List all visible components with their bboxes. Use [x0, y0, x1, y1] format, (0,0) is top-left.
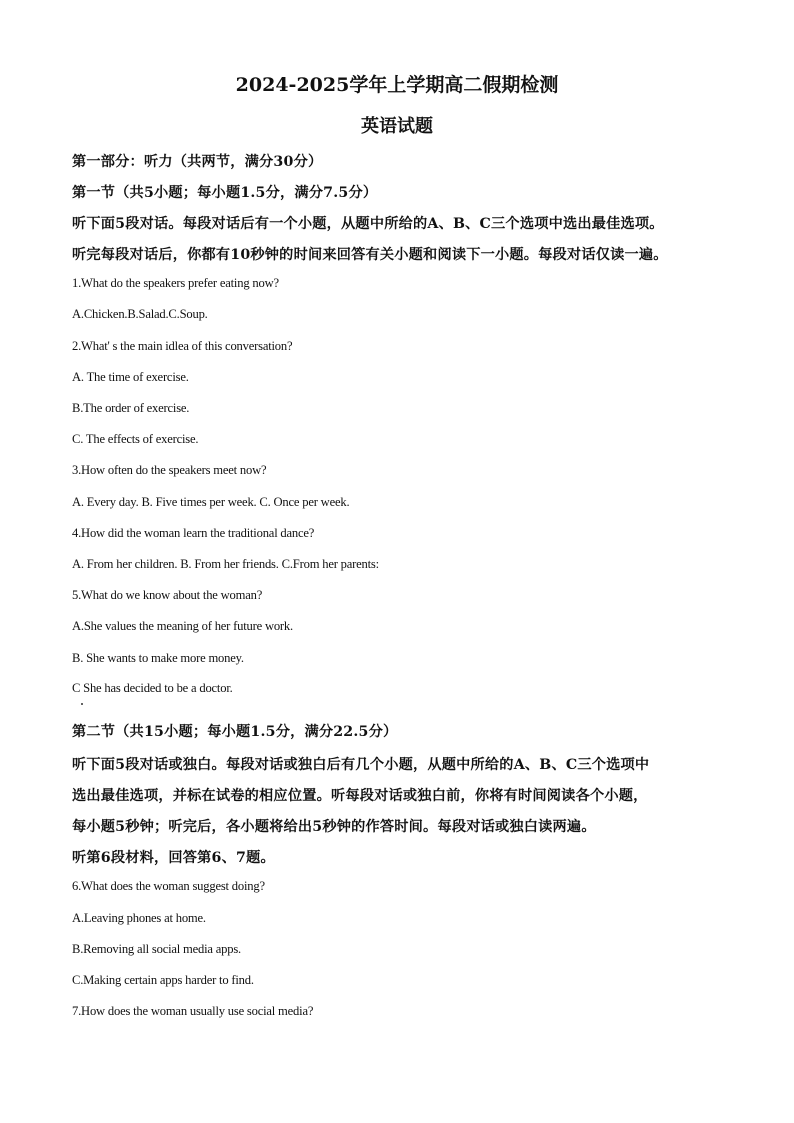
instruction-line: 听下面5段对话。每段对话后有一个小题，从题中所给的A、B、C三个选项中选出最佳选项。: [72, 216, 664, 232]
option-line: B.Removing all social media apps.: [72, 942, 241, 956]
instruction-line: 每小题5秒钟；听完后，各小题将给出5秒钟的作答时间。每段对话或独白读两遍。: [72, 819, 596, 835]
option-line: B.The order of exercise.: [72, 401, 190, 415]
option-line: C. The effects of exercise.: [72, 432, 199, 446]
question-line: 4.How did the woman learn the traditional dance?: [72, 526, 315, 540]
question-line: 1.What do the speakers prefer eating now?: [72, 276, 279, 290]
question-line: 5.What do we know about the woman?: [72, 588, 263, 602]
instruction-line: 听完每段对话后，你都有10秒钟的时间来回答有关小题和阅读下一小题。每段对话仅读一遍。: [72, 247, 668, 263]
instruction-line: 选出最佳选项，并标在试卷的相应位置。听每段对话或独白前，你将有时间阅读各个小题，: [72, 788, 648, 804]
option-line: A.Leaving phones at home.: [72, 911, 206, 925]
part-heading: 第一部分：听力（共两节，满分30分）: [72, 154, 323, 170]
option-line: A. From her children. B. From her friends. C.From her parents:: [72, 557, 379, 571]
question-line: 7.How does the woman usually use social media?: [72, 1004, 314, 1018]
page-subtitle: 英语试题: [361, 116, 433, 137]
section-heading: 第一节（共5小题；每小题1.5分，满分7.5分）: [72, 185, 378, 201]
option-line: A.Chicken.B.Salad.C.Soup.: [72, 307, 208, 321]
instruction-line: 听下面5段对话或独白。每段对话或独白后有几个小题，从题中所给的A、B、C三个选项中: [72, 757, 650, 773]
option-line: B. She wants to make more money.: [72, 651, 244, 665]
question-line: 2.What' s the main idlea of this conversation?: [72, 339, 293, 353]
question-line: 6.What does the woman suggest doing?: [72, 879, 265, 893]
option-line: A.She values the meaning of her future work.: [72, 619, 293, 633]
option-line: A. Every day. B. Five times per week. C. Once per week.: [72, 495, 350, 509]
stray-mark: [81, 703, 83, 705]
option-line: C She has decided to be a doctor.: [72, 681, 233, 695]
material-heading: 听第6段材料，回答第6、7题。: [72, 850, 275, 866]
option-line: C.Making certain apps harder to find.: [72, 973, 254, 987]
section-heading: 第二节（共15小题；每小题1.5分，满分22.5分）: [72, 724, 398, 740]
question-line: 3.How often do the speakers meet now?: [72, 463, 267, 477]
page-title: 2024-2025学年上学期高二假期检测: [235, 74, 559, 96]
option-line: A. The time of exercise.: [72, 370, 189, 384]
